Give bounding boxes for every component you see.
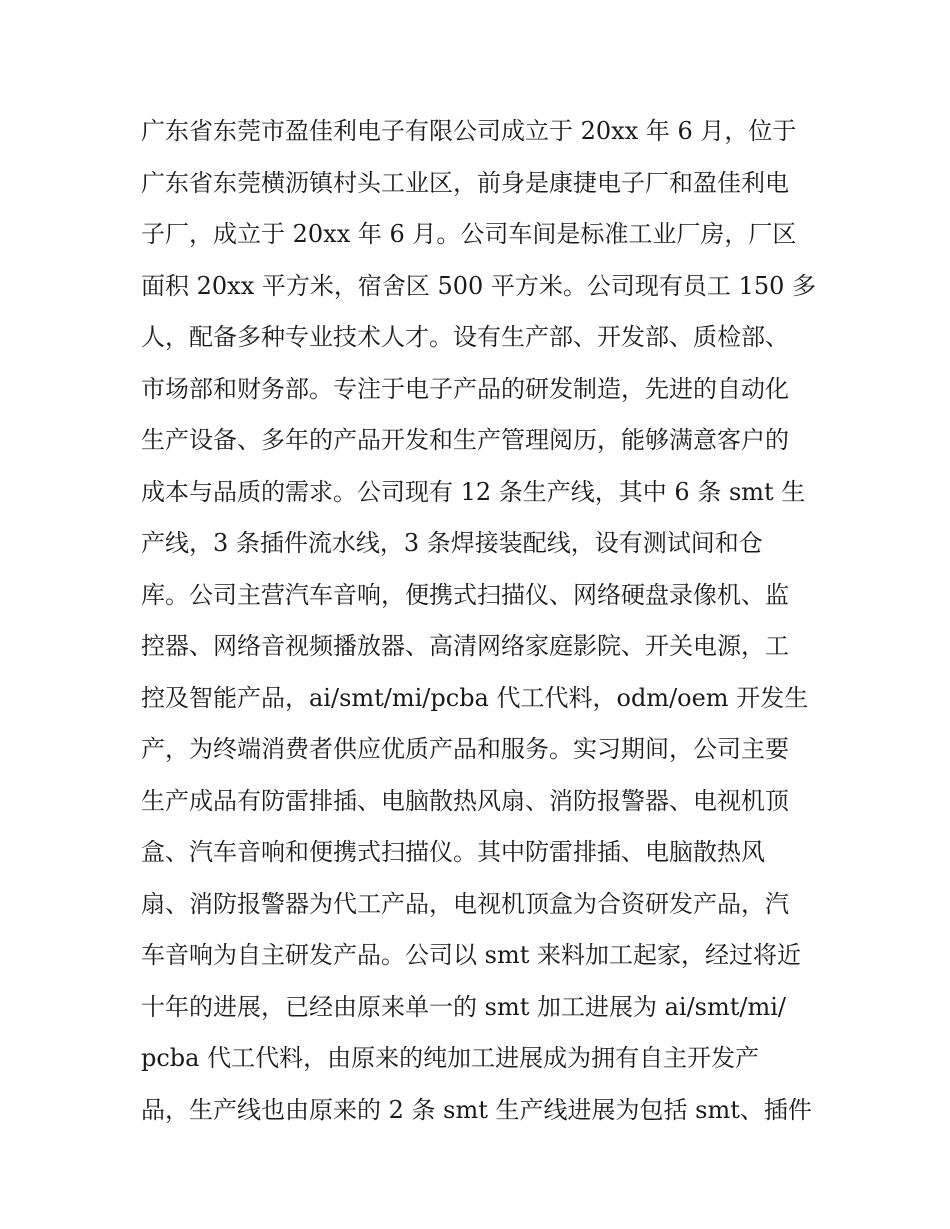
text-line: 广东省东莞市盈佳利电子有限公司成立于 20xx 年 6 月，位于 (141, 117, 797, 145)
text-line: 市场部和财务部。专注于电子产品的研发制造，先进的自动化 (141, 374, 789, 403)
text-line: 面积 20xx 平方米，宿舍区 500 平方米。公司现有员工 150 多 (141, 271, 816, 300)
body-paragraph (141, 106, 821, 1136)
text-line: 广东省东莞横沥镇村头工业区，前身是康捷电子厂和盈佳利电 (141, 168, 789, 197)
text-line: 十年的进展，已经由原来单一的 smt 加工进展为 ai/smt/mi/ (141, 992, 786, 1021)
text-line: 产线，3 条插件流水线，3 条焊接装配线，设有测试间和仓 (141, 529, 763, 557)
text-line: 产，为终端消费者供应优质产品和服务。实习期间，公司主要 (141, 735, 789, 763)
text-line: 成本与品质的需求。公司现有 12 条生产线，其中 6 条 smt 生 (141, 477, 806, 506)
text-line: 控及智能产品，ai/smt/mi/pcba 代工代料，odm/oem 开发生 (141, 683, 809, 712)
text-line: 人，配备多种专业技术人才。设有生产部、开发部、质检部、 (141, 323, 789, 351)
text-line: 子厂，成立于 20xx 年 6 月。公司车间是标准工业厂房，厂区 (141, 220, 797, 248)
text-line: 生产成品有防雷排插、电脑散热风扇、消防报警器、电视机顶 (141, 786, 789, 815)
text-line: 库。公司主营汽车音响，便携式扫描仪、网络硬盘录像机、监 (141, 580, 789, 609)
text-line: pcba 代工代料，由原来的纯加工进展成为拥有自主开发产 (141, 1044, 760, 1072)
text-line: 盒、汽车音响和便携式扫描仪。其中防雷排插、电脑散热风 (141, 838, 765, 866)
text-line: 车音响为自主研发产品。公司以 smt 来料加工起家，经过将近 (141, 941, 801, 969)
text-line: 品，生产线也由原来的 2 条 smt 生产线进展为包括 smt、插件 (141, 1095, 812, 1124)
text-line: 生产设备、多年的产品开发和生产管理阅历，能够满意客户的 (141, 426, 789, 454)
text-line: 扇、消防报警器为代工产品，电视机顶盒为合资研发产品，汽 (141, 889, 789, 918)
text-line: 控器、网络音视频播放器、高清网络家庭影院、开关电源，工 (141, 632, 789, 660)
